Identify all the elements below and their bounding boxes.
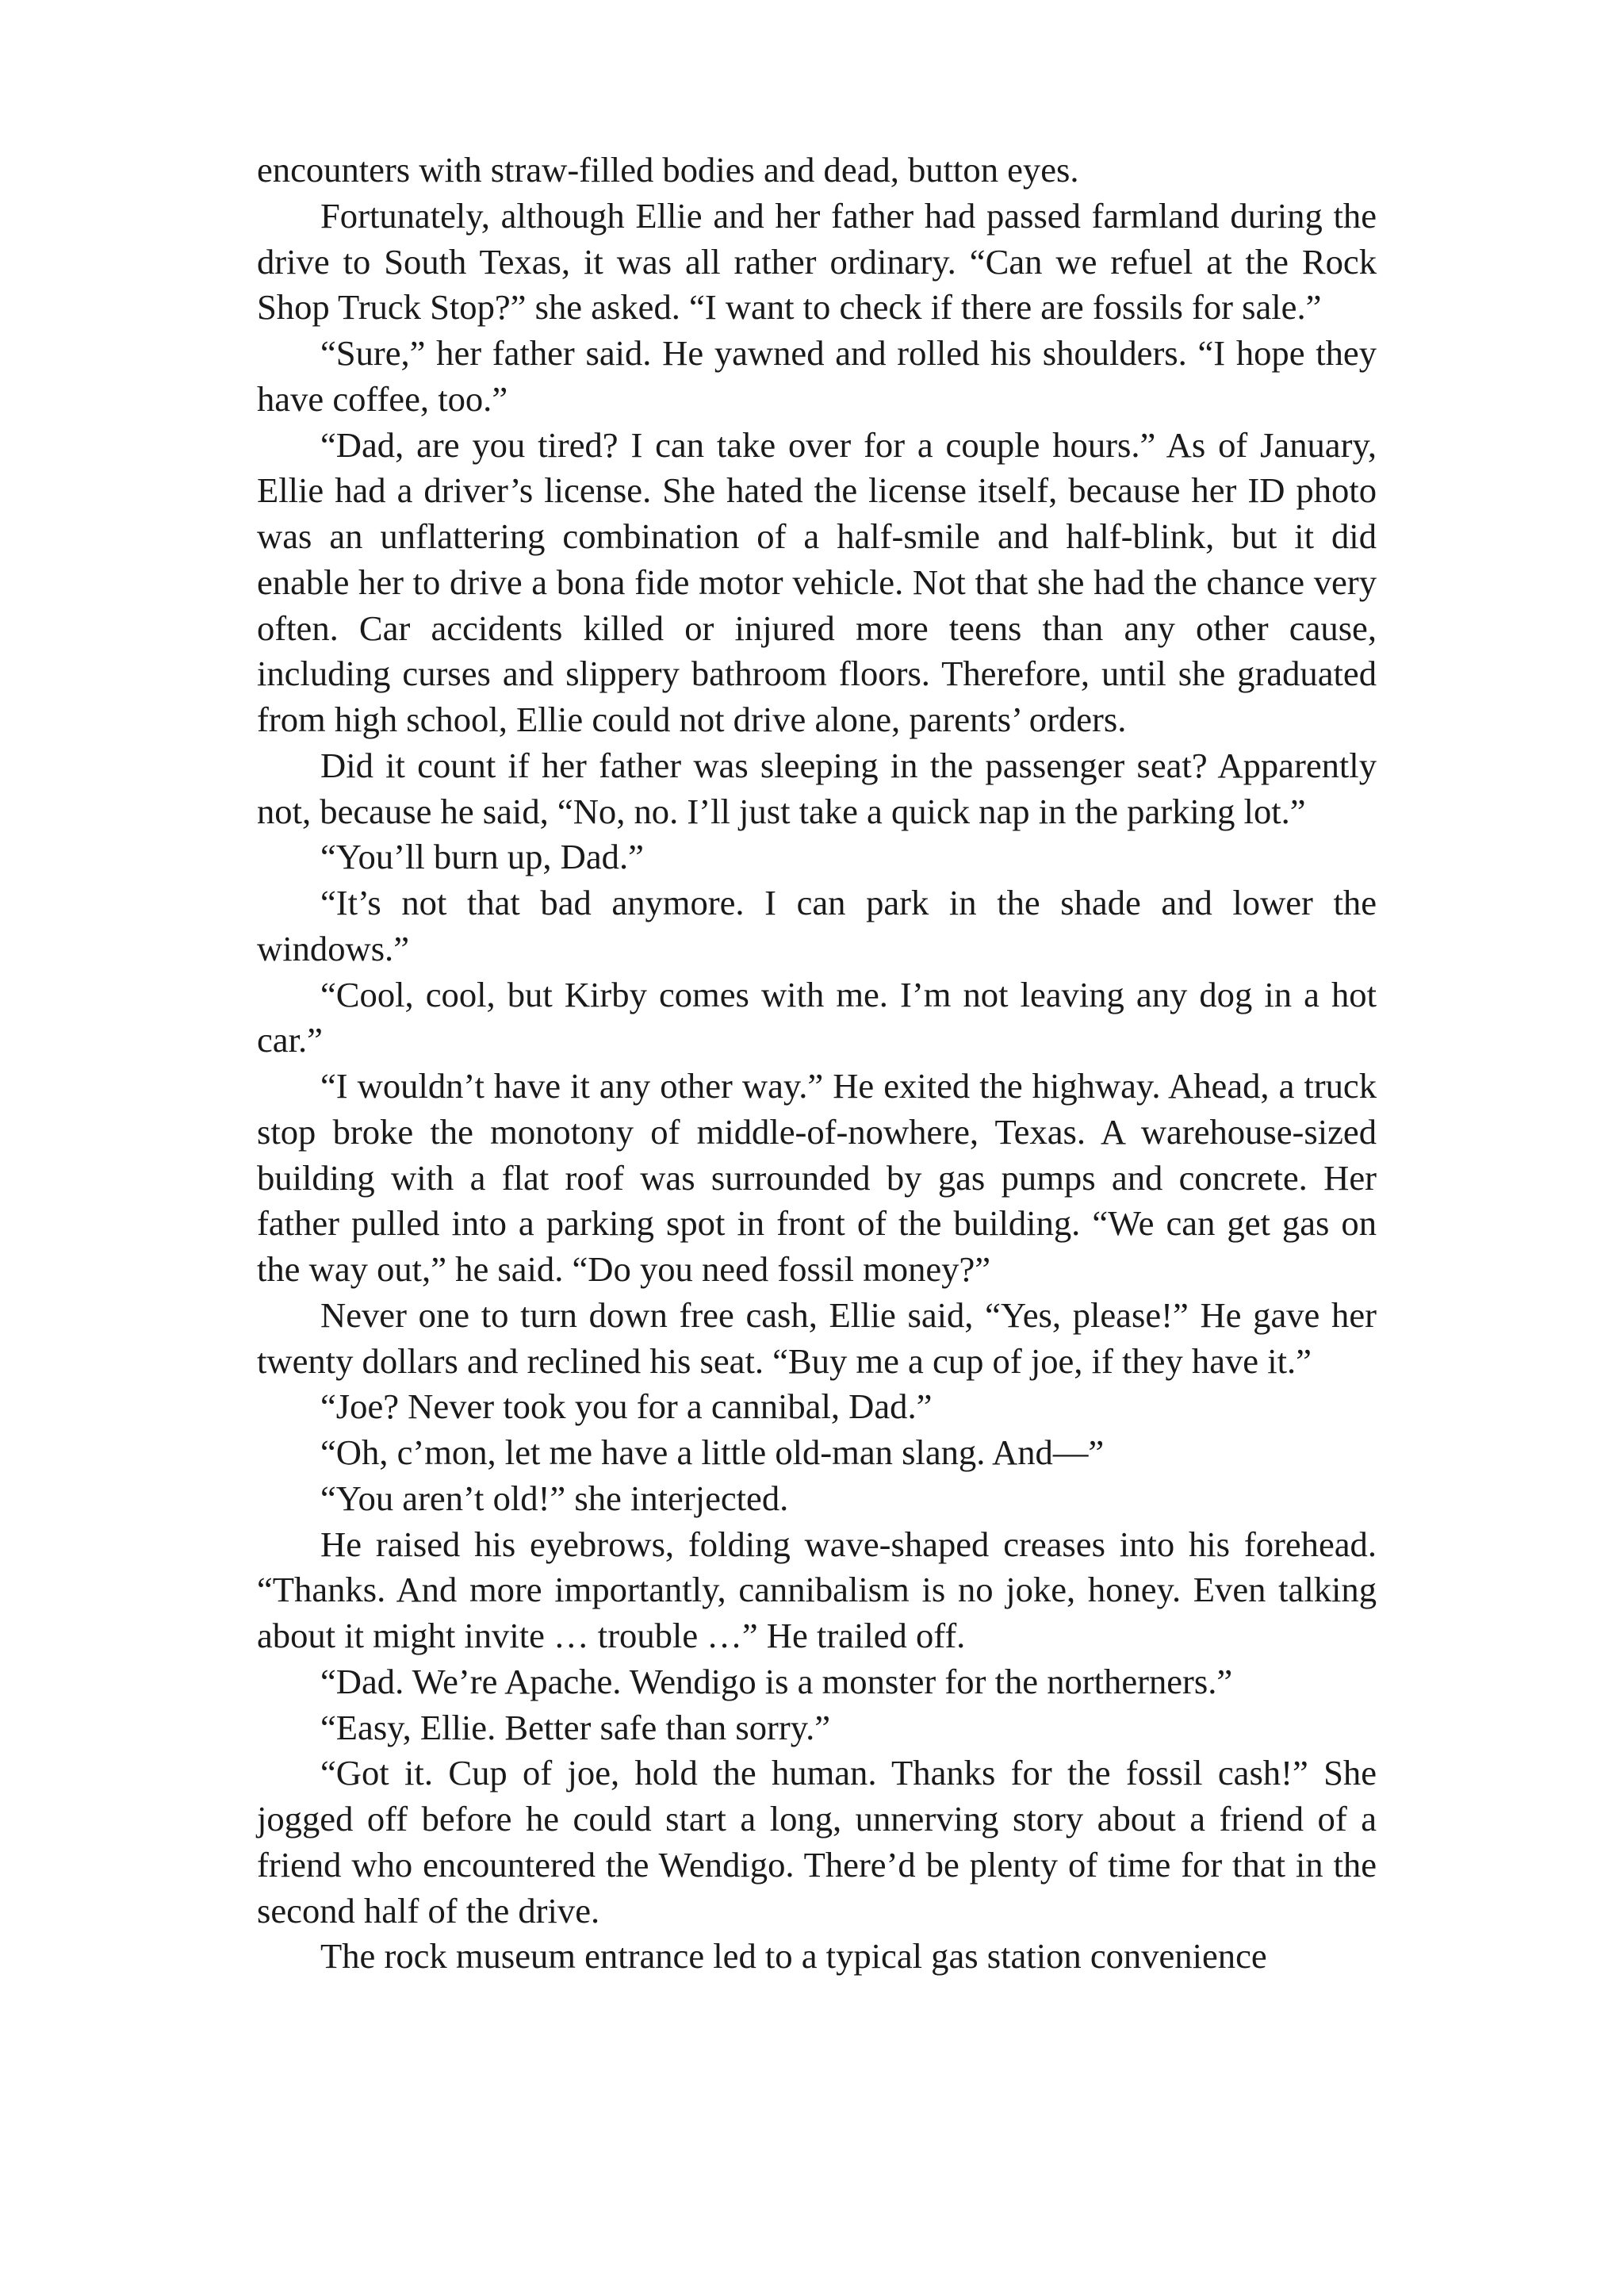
paragraph: “It’s not that bad anymore. I can park in the shade and lower the windows.” bbox=[257, 883, 1377, 968]
paragraph: Fortunately, although Ellie and her father had passed farmland during the drive to South Texas, it was all rather ordinary. “Can we refuel at the Rock Shop Truck Stop?” she asked. “I want to check if there are fossils for sale.” bbox=[257, 195, 1377, 328]
paragraph: “Cool, cool, but Kirby comes with me. I’m not leaving any dog in a hot car.” bbox=[257, 974, 1377, 1060]
paragraph: “Dad, are you tired? I can take over for a couple hours.” As of January, Ellie had a driver’s license. She hated the license itself, because her ID photo was an unflattering combination of a half-smile and half-blink, but it did enable her to drive a bona fide motor vehicle. Not that she had the chance very often. Car accidents killed or injured more teens than any other cause, including curses and slippery bathroom floors. Therefore, until she graduated from high school, Ellie could not drive alone, parents’ orders. bbox=[257, 424, 1377, 739]
paragraph: He raised his eyebrows, folding wave-shaped creases into his forehead. “Thanks. And more importantly, cannibalism is no joke, honey. Even talking about it might invite … trouble …” He trailed off. bbox=[257, 1524, 1377, 1655]
paragraph: The rock museum entrance led to a typical gas station convenience bbox=[320, 1936, 1267, 1977]
paragraph: “Oh, c’mon, let me have a little old-man slang. And—” bbox=[320, 1432, 1105, 1472]
paragraph: Never one to turn down free cash, Ellie said, “Yes, please!” He gave her twenty dollars and reclined his seat. “Buy me a cup of joe, if they have it.” bbox=[257, 1294, 1377, 1381]
paragraph: “You’ll burn up, Dad.” bbox=[320, 837, 644, 877]
paragraph: “Joe? Never took you for a cannibal, Dad.” bbox=[320, 1386, 933, 1427]
paragraph: “Easy, Ellie. Better safe than sorry.” bbox=[320, 1707, 831, 1747]
paragraph: “You aren’t old!” she interjected. bbox=[320, 1478, 789, 1518]
page-text bbox=[257, 148, 1377, 1980]
paragraph-continuation: encounters with straw-filled bodies and dead, button eyes. bbox=[257, 150, 1079, 190]
paragraph: “Sure,” her father said. He yawned and rolled his shoulders. “I hope they have coffee, too.” bbox=[257, 333, 1377, 419]
paragraph: “Got it. Cup of joe, hold the human. Thanks for the fossil cash!” She jogged off before he could start a long, unnerving story about a friend of a friend who encountered the Wendigo. There’d be plenty of time for that in the second half of the drive. bbox=[257, 1753, 1377, 1931]
paragraph: “Dad. We’re Apache. Wendigo is a monster for the northerners.” bbox=[320, 1661, 1233, 1701]
paragraph: Did it count if her father was sleeping in the passenger seat? Apparently not, because he said, “No, no. I’ll just take a quick nap in the parking lot.” bbox=[257, 745, 1377, 831]
paragraph: “I wouldn’t have it any other way.” He exited the highway. Ahead, a truck stop broke the monotony of middle-of-nowhere, Texas. A warehouse-sized building with a flat roof was surrounded by gas pumps and concrete. Her father pulled into a parking spot in front of the building. “We can get gas on the way out,” he said. “Do you need fossil money?” bbox=[257, 1066, 1377, 1289]
